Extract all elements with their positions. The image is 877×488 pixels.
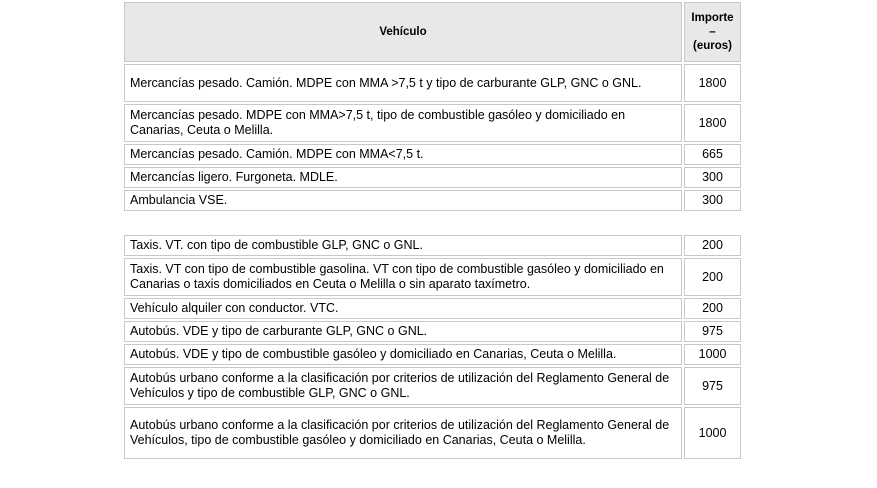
amount-cell: 200 bbox=[684, 235, 741, 256]
table-row bbox=[124, 235, 741, 256]
table-row bbox=[124, 190, 741, 211]
vehicle-cell: Ambulancia VSE. bbox=[124, 190, 682, 211]
table-row bbox=[124, 144, 741, 165]
amount-cell: 975 bbox=[684, 321, 741, 342]
vehicle-cell: Mercancías ligero. Furgoneta. MDLE. bbox=[124, 167, 682, 188]
table-row bbox=[124, 167, 741, 188]
amount-cell: 300 bbox=[684, 190, 741, 211]
amount-cell: 1800 bbox=[684, 64, 741, 102]
amount-cell: 665 bbox=[684, 144, 741, 165]
vehicle-cell: Mercancías pesado. Camión. MDPE con MMA<7,5 t. bbox=[124, 144, 682, 165]
amount-column-header bbox=[684, 2, 741, 62]
table-header-row bbox=[124, 2, 741, 62]
table-row bbox=[124, 104, 741, 142]
table-row bbox=[124, 298, 741, 319]
amount-cell: 1800 bbox=[684, 104, 741, 142]
table-row bbox=[124, 64, 741, 102]
amount-cell: 200 bbox=[684, 298, 741, 319]
vehicle-cell: Autobús. VDE y tipo de combustible gasóleo y domiciliado en Canarias, Ceuta o Melilla. bbox=[124, 344, 682, 365]
vehicle-cell: Taxis. VT. con tipo de combustible GLP, GNC o GNL. bbox=[124, 235, 682, 256]
amount-cell: 1000 bbox=[684, 407, 741, 459]
table-row bbox=[124, 407, 741, 459]
amount-cell: 200 bbox=[684, 258, 741, 296]
amount-header-line-3: (euros) bbox=[693, 40, 732, 52]
amount-cell: 300 bbox=[684, 167, 741, 188]
vehicle-cell: Autobús. VDE y tipo de carburante GLP, GNC o GNL. bbox=[124, 321, 682, 342]
vehicle-cell: Autobús urbano conforme a la clasificación por criterios de utilización del Reglamento General de Vehículos y tipo de combustible GLP, GNC o GNL. bbox=[124, 367, 682, 405]
vehicle-column-header: Vehículo bbox=[124, 2, 682, 62]
amount-header-line-1: Importe bbox=[691, 12, 734, 24]
amount-header-line-2: – bbox=[709, 26, 716, 38]
amount-cell: 1000 bbox=[684, 344, 741, 365]
vehicle-cell: Autobús urbano conforme a la clasificación por criterios de utilización del Reglamento General de Vehículos, tipo de combustible gasóleo y domiciliado en Canarias, Ceuta o Melilla. bbox=[124, 407, 682, 459]
table-row bbox=[124, 344, 741, 365]
vehicle-cell: Taxis. VT con tipo de combustible gasolina. VT con tipo de combustible gasóleo y domiciliado en Canarias o taxis domiciliados en Ceuta o Melilla o sin aparato taxímetro. bbox=[124, 258, 682, 296]
vehicle-amount-table-1 bbox=[122, 0, 743, 213]
vehicle-amount-table-2 bbox=[122, 233, 743, 461]
vehicle-cell: Mercancías pesado. MDPE con MMA>7,5 t, tipo de combustible gasóleo y domiciliado en Canarias, Ceuta o Melilla. bbox=[124, 104, 682, 142]
table-row bbox=[124, 367, 741, 405]
table-row bbox=[124, 321, 741, 342]
vehicle-cell: Mercancías pesado. Camión. MDPE con MMA >7,5 t y tipo de carburante GLP, GNC o GNL. bbox=[124, 64, 682, 102]
vehicle-cell: Vehículo alquiler con conductor. VTC. bbox=[124, 298, 682, 319]
amount-cell: 975 bbox=[684, 367, 741, 405]
table-row bbox=[124, 258, 741, 296]
